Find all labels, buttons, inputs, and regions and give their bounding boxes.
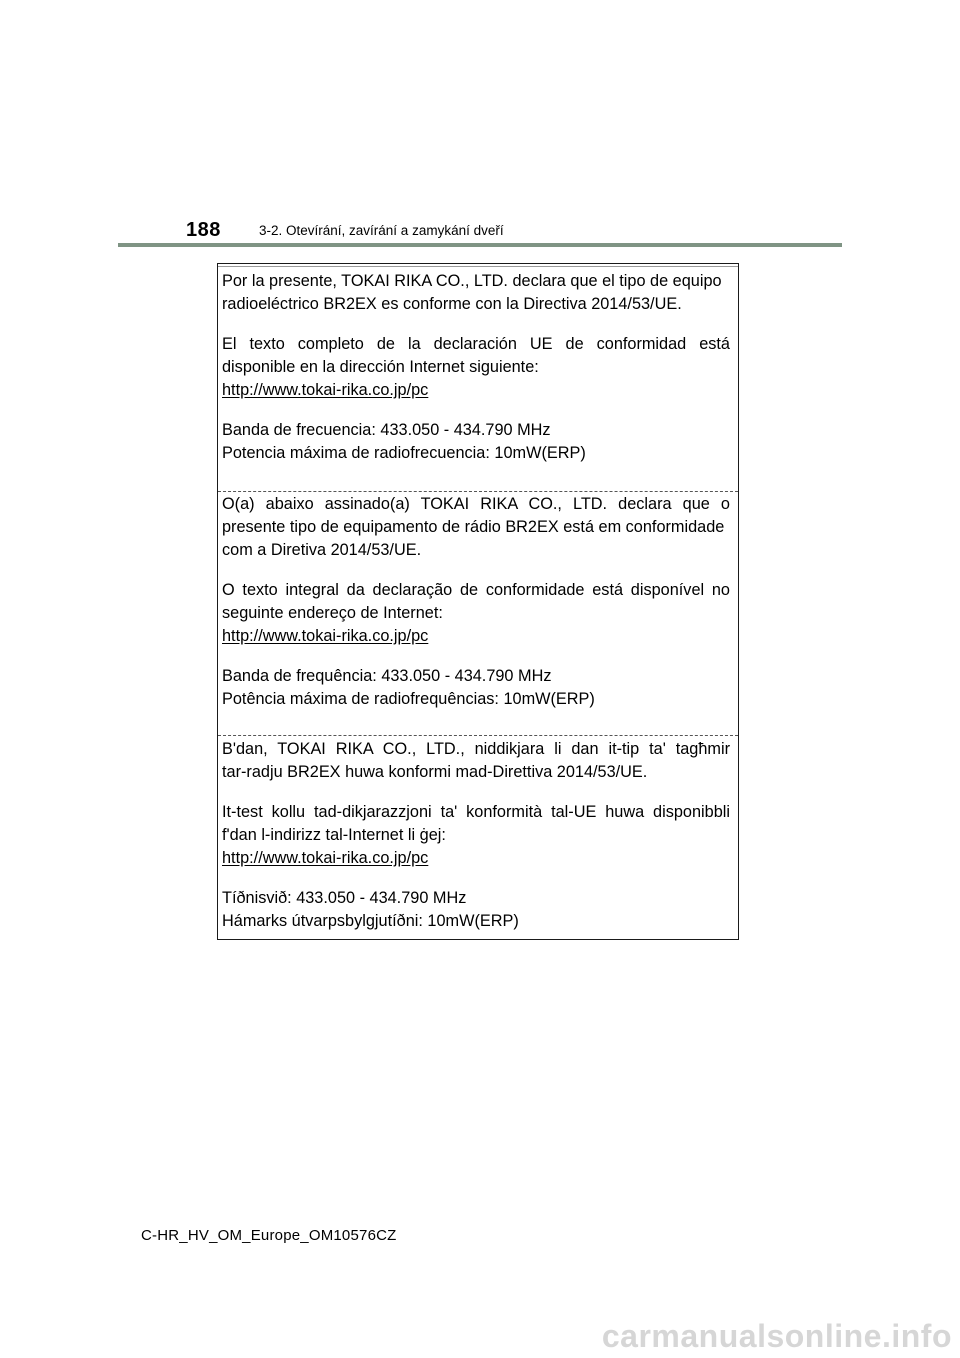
es-statement-line-1: Por la presente, TOKAI RIKA CO., LTD. declara que el tipo de equipo (222, 272, 722, 290)
es-declaration-url-link[interactable]: http://www.tokai-rika.co.jp/pc (222, 381, 429, 399)
pt-fulltext-line-2: seguinte endereço de Internet: (222, 604, 443, 622)
es-fulltext-line-2: disponible en la dirección Internet siguiente: (222, 358, 539, 376)
es-fulltext-line-1: El texto completo de la declaración UE de conformidad está (222, 335, 730, 353)
pt-declaration-url-link[interactable]: http://www.tokai-rika.co.jp/pc (222, 627, 429, 645)
mt-statement-line-1: B'dan, TOKAI RIKA CO., LTD., niddikjara li dan it-tip ta' tagħmir (222, 740, 730, 758)
is-frequency-band: Tíðnisvið: 433.050 - 434.790 MHz (222, 889, 467, 907)
es-statement-line-2: radioeléctrico BR2EX es conforme con la Directiva 2014/53/UE. (222, 295, 682, 313)
pt-max-power: Potência máxima de radiofrequências: 10mW(ERP) (222, 690, 595, 708)
is-max-power: Hámarks útvarpsbylgjutíðni: 10mW(ERP) (222, 912, 519, 930)
radio-compliance-box (217, 263, 739, 940)
mt-statement-line-2: tar-radju BR2EX huwa konformi mad-Direttiva 2014/53/UE. (222, 763, 648, 781)
mt-fulltext-line-1: It-test kollu tad-dikjarazzjoni ta' konformità tal-UE huwa disponibbli (222, 803, 730, 821)
spanish-declaration (222, 270, 730, 465)
section-title: 3-2. Otevírání, zavírání a zamykání dveří (259, 223, 504, 238)
page-number: 188 (186, 219, 221, 241)
pt-frequency-band: Banda de frequência: 433.050 - 434.790 MHz (222, 667, 552, 685)
mt-fulltext-line-2: f'dan l-indirizz tal-Internet li ġej: (222, 826, 446, 844)
pt-statement-line-3: com a Diretiva 2014/53/UE. (222, 541, 422, 559)
document-code: C-HR_HV_OM_Europe_OM10576CZ (141, 1227, 397, 1244)
dashed-separator (218, 491, 738, 492)
portuguese-declaration (222, 493, 730, 711)
pt-fulltext-line-1: O texto integral da declaração de conformidade está disponível no (222, 581, 730, 599)
dashed-separator (218, 735, 738, 736)
watermark: carmanualsonline.info (601, 1318, 952, 1354)
header-rule (118, 243, 842, 247)
pt-statement-line-2: presente tipo de equipamento de rádio BR2EX está em conformidade (222, 518, 725, 536)
es-max-power: Potencia máxima de radiofrecuencia: 10mW(ERP) (222, 444, 586, 462)
mt-declaration-url-link[interactable]: http://www.tokai-rika.co.jp/pc (222, 849, 429, 867)
pt-statement-line-1: O(a) abaixo assinado(a) TOKAI RIKA CO., LTD. declara que o (222, 495, 730, 513)
maltese-icelandic-declaration (222, 738, 730, 933)
es-frequency-band: Banda de frecuencia: 433.050 - 434.790 MHz (222, 421, 551, 439)
